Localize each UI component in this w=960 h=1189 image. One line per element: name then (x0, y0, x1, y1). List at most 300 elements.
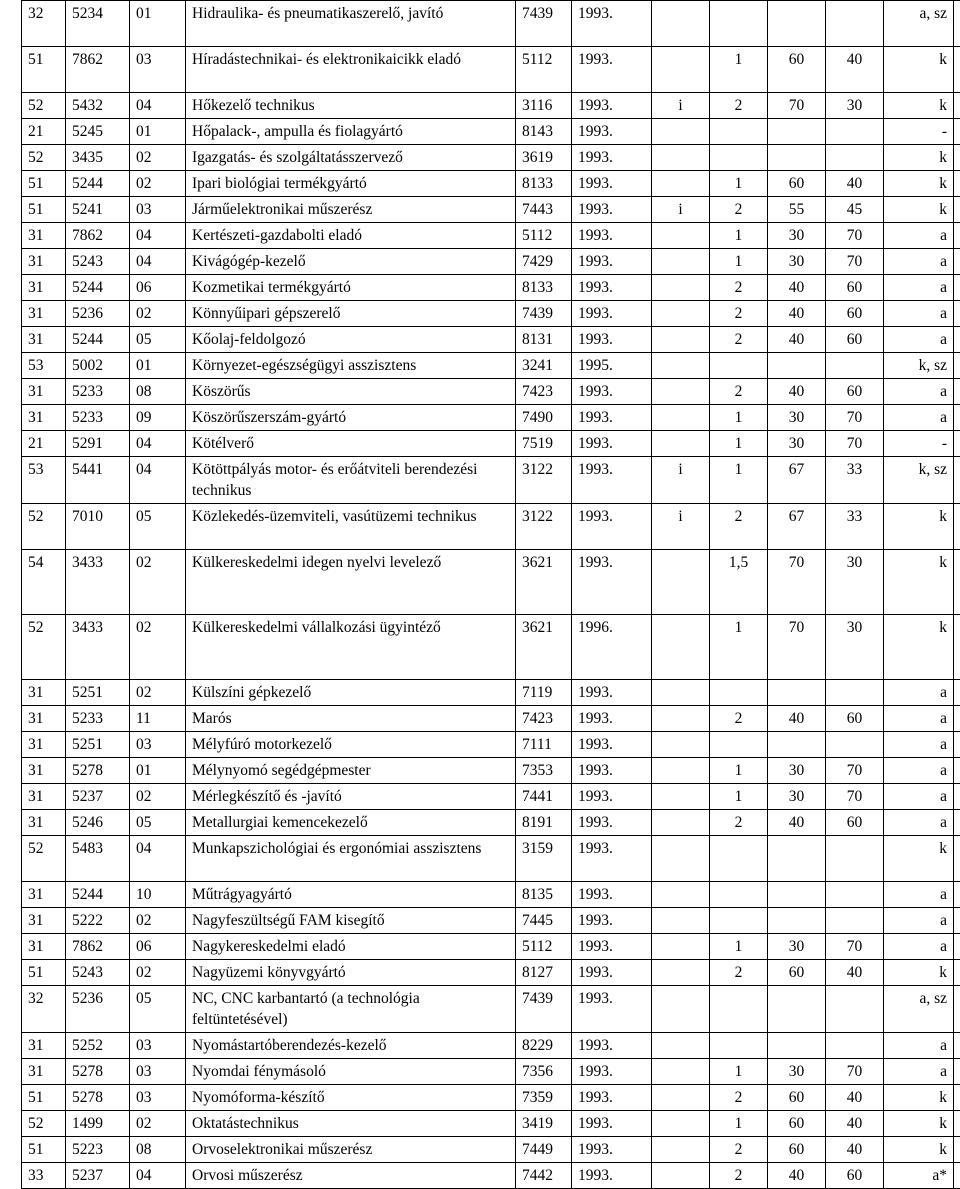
col-year: 1993. (572, 986, 652, 1033)
col-theory-percent (768, 119, 826, 145)
col-year: 1995. (572, 353, 652, 379)
table-row (22, 1085, 960, 1111)
table-row (22, 550, 960, 615)
col-practice-percent: 30 (826, 615, 884, 680)
col-duration: 2 (710, 810, 768, 836)
col-theory-percent: 40 (768, 706, 826, 732)
col-theory-percent: 40 (768, 275, 826, 301)
col-year: 1993. (572, 327, 652, 353)
col-year: 1993. (572, 732, 652, 758)
col-type (652, 732, 710, 758)
col-occupation-name: Kozmetikai termékgyártó (186, 275, 516, 301)
col-practice-percent: 60 (826, 301, 884, 327)
col-spacer (954, 615, 960, 680)
col-exam-type: k (884, 1085, 954, 1111)
col-level: 52 (22, 836, 66, 882)
col-feor-code: 7423 (516, 706, 572, 732)
col-exam-type: - (884, 431, 954, 457)
col-feor-code: 8131 (516, 327, 572, 353)
col-group: 5432 (66, 93, 130, 119)
col-type (652, 986, 710, 1033)
col-level: 52 (22, 145, 66, 171)
col-type: i (652, 197, 710, 223)
table-row (22, 431, 960, 457)
col-serial: 02 (130, 960, 186, 986)
col-spacer (954, 550, 960, 615)
col-practice-percent: 30 (826, 550, 884, 615)
col-practice-percent: 60 (826, 379, 884, 405)
col-serial: 08 (130, 1137, 186, 1163)
col-group: 5002 (66, 353, 130, 379)
col-feor-code: 7439 (516, 1, 572, 47)
col-exam-type: a* (884, 1163, 954, 1189)
col-group: 3433 (66, 550, 130, 615)
col-year: 1993. (572, 836, 652, 882)
col-theory-percent (768, 353, 826, 379)
col-type (652, 119, 710, 145)
col-occupation-name: Kötélverő (186, 431, 516, 457)
table-row (22, 784, 960, 810)
col-practice-percent: 40 (826, 171, 884, 197)
col-group: 5241 (66, 197, 130, 223)
col-theory-percent: 40 (768, 301, 826, 327)
col-serial: 05 (130, 986, 186, 1033)
col-spacer (954, 680, 960, 706)
col-group: 5245 (66, 119, 130, 145)
col-exam-type: a (884, 327, 954, 353)
col-type: i (652, 93, 710, 119)
col-occupation-name: Kertészeti-gazdabolti eladó (186, 223, 516, 249)
col-exam-type: a (884, 405, 954, 431)
col-type (652, 706, 710, 732)
col-practice-percent: 40 (826, 47, 884, 93)
col-serial: 06 (130, 934, 186, 960)
col-exam-type: k (884, 197, 954, 223)
col-year: 1993. (572, 784, 652, 810)
col-theory-percent (768, 882, 826, 908)
col-group: 5246 (66, 810, 130, 836)
col-type (652, 1, 710, 47)
col-exam-type: a (884, 758, 954, 784)
table-row (22, 327, 960, 353)
col-level: 31 (22, 732, 66, 758)
col-level: 31 (22, 275, 66, 301)
col-exam-type: k, sz (884, 353, 954, 379)
col-level: 31 (22, 405, 66, 431)
col-group: 5244 (66, 327, 130, 353)
col-serial: 04 (130, 93, 186, 119)
table-row (22, 301, 960, 327)
col-year: 1993. (572, 223, 652, 249)
col-exam-type: a (884, 784, 954, 810)
col-theory-percent: 60 (768, 1111, 826, 1137)
col-level: 32 (22, 986, 66, 1033)
col-feor-code: 7423 (516, 379, 572, 405)
col-level: 54 (22, 550, 66, 615)
col-level: 31 (22, 223, 66, 249)
table-row (22, 1059, 960, 1085)
col-practice-percent (826, 836, 884, 882)
table-row (22, 145, 960, 171)
col-exam-type: a (884, 379, 954, 405)
col-practice-percent: 40 (826, 1137, 884, 1163)
col-duration: 2 (710, 504, 768, 550)
col-theory-percent: 60 (768, 1137, 826, 1163)
col-theory-percent (768, 908, 826, 934)
col-level: 31 (22, 784, 66, 810)
col-practice-percent: 70 (826, 249, 884, 275)
col-level: 51 (22, 1137, 66, 1163)
col-theory-percent: 40 (768, 810, 826, 836)
col-spacer (954, 47, 960, 93)
col-occupation-name: Kivágógép-kezelő (186, 249, 516, 275)
col-type (652, 836, 710, 882)
table-row (22, 47, 960, 93)
col-feor-code: 7356 (516, 1059, 572, 1085)
col-occupation-name: Nagykereskedelmi eladó (186, 934, 516, 960)
col-duration: 2 (710, 301, 768, 327)
col-feor-code: 5112 (516, 223, 572, 249)
col-theory-percent: 55 (768, 197, 826, 223)
col-spacer (954, 1085, 960, 1111)
col-theory-percent: 70 (768, 550, 826, 615)
col-serial: 02 (130, 908, 186, 934)
col-serial: 04 (130, 836, 186, 882)
col-spacer (954, 1, 960, 47)
col-serial: 02 (130, 680, 186, 706)
col-group: 5251 (66, 732, 130, 758)
table-row (22, 379, 960, 405)
col-year: 1993. (572, 1033, 652, 1059)
col-spacer (954, 327, 960, 353)
col-year: 1996. (572, 615, 652, 680)
col-practice-percent (826, 882, 884, 908)
col-serial: 04 (130, 1163, 186, 1189)
col-occupation-name: Műtrágyagyártó (186, 882, 516, 908)
col-practice-percent: 33 (826, 457, 884, 504)
col-exam-type: a (884, 249, 954, 275)
col-exam-type: k (884, 145, 954, 171)
col-serial: 05 (130, 810, 186, 836)
col-feor-code: 7449 (516, 1137, 572, 1163)
col-duration: 2 (710, 197, 768, 223)
col-type (652, 758, 710, 784)
col-occupation-name: Kötöttpályás motor- és erőátviteli berendezési technikus (186, 457, 516, 504)
col-feor-code: 7445 (516, 908, 572, 934)
col-level: 52 (22, 615, 66, 680)
col-theory-percent (768, 680, 826, 706)
col-year: 1993. (572, 680, 652, 706)
col-exam-type: a, sz (884, 1, 954, 47)
col-occupation-name: Orvoselektronikai műszerész (186, 1137, 516, 1163)
col-year: 1993. (572, 301, 652, 327)
table-row (22, 680, 960, 706)
col-group: 5233 (66, 706, 130, 732)
col-exam-type: a (884, 275, 954, 301)
table-row (22, 1, 960, 47)
col-feor-code: 7439 (516, 986, 572, 1033)
col-exam-type: a (884, 680, 954, 706)
col-spacer (954, 145, 960, 171)
col-feor-code: 7441 (516, 784, 572, 810)
col-theory-percent (768, 1033, 826, 1059)
col-type (652, 960, 710, 986)
col-practice-percent: 40 (826, 1111, 884, 1137)
col-exam-type: a (884, 810, 954, 836)
col-practice-percent (826, 680, 884, 706)
col-occupation-name: Külkereskedelmi idegen nyelvi levelező (186, 550, 516, 615)
col-exam-type: k (884, 1111, 954, 1137)
col-practice-percent (826, 1033, 884, 1059)
col-year: 1993. (572, 1085, 652, 1111)
col-practice-percent: 70 (826, 1059, 884, 1085)
col-serial: 04 (130, 223, 186, 249)
col-duration (710, 145, 768, 171)
col-year: 1993. (572, 908, 652, 934)
col-spacer (954, 301, 960, 327)
col-theory-percent: 60 (768, 960, 826, 986)
col-spacer (954, 275, 960, 301)
col-duration: 1 (710, 171, 768, 197)
col-serial: 04 (130, 457, 186, 504)
col-practice-percent: 40 (826, 1085, 884, 1111)
col-exam-type: k (884, 836, 954, 882)
col-level: 31 (22, 1059, 66, 1085)
col-group: 5278 (66, 1085, 130, 1111)
col-level: 52 (22, 93, 66, 119)
col-occupation-name: Mélyfúró motorkezelő (186, 732, 516, 758)
col-serial: 02 (130, 171, 186, 197)
col-spacer (954, 706, 960, 732)
col-occupation-name: Nyomástartóberendezés-kezelő (186, 1033, 516, 1059)
col-occupation-name: Hőpalack-, ampulla és fiolagyártó (186, 119, 516, 145)
col-spacer (954, 784, 960, 810)
col-level: 31 (22, 327, 66, 353)
col-duration: 1 (710, 223, 768, 249)
table-row (22, 119, 960, 145)
col-occupation-name: Köszörűs (186, 379, 516, 405)
table-row (22, 934, 960, 960)
col-year: 1993. (572, 706, 652, 732)
table-row (22, 706, 960, 732)
col-duration: 1 (710, 405, 768, 431)
col-year: 1993. (572, 504, 652, 550)
col-theory-percent: 40 (768, 327, 826, 353)
col-serial: 01 (130, 758, 186, 784)
col-exam-type: a (884, 706, 954, 732)
col-year: 1993. (572, 810, 652, 836)
col-group: 5244 (66, 275, 130, 301)
col-spacer (954, 171, 960, 197)
col-exam-type: a (884, 1059, 954, 1085)
col-group: 5243 (66, 960, 130, 986)
col-occupation-name: Környezet-egészségügyi asszisztens (186, 353, 516, 379)
table-row (22, 1111, 960, 1137)
col-practice-percent: 60 (826, 1163, 884, 1189)
table-row (22, 405, 960, 431)
col-type (652, 171, 710, 197)
col-theory-percent: 30 (768, 405, 826, 431)
col-theory-percent: 70 (768, 93, 826, 119)
col-exam-type: k (884, 504, 954, 550)
col-feor-code: 3122 (516, 504, 572, 550)
table-row (22, 986, 960, 1033)
col-duration: 2 (710, 1137, 768, 1163)
col-group: 7010 (66, 504, 130, 550)
col-practice-percent (826, 1, 884, 47)
col-serial: 03 (130, 197, 186, 223)
table-row (22, 1163, 960, 1189)
col-duration: 2 (710, 960, 768, 986)
col-feor-code: 8133 (516, 275, 572, 301)
col-group: 5244 (66, 171, 130, 197)
col-feor-code: 7119 (516, 680, 572, 706)
col-type (652, 1033, 710, 1059)
col-occupation-name: Nyomóforma-készítő (186, 1085, 516, 1111)
col-feor-code: 3122 (516, 457, 572, 504)
col-practice-percent: 70 (826, 431, 884, 457)
col-year: 1993. (572, 47, 652, 93)
col-type (652, 327, 710, 353)
col-spacer (954, 119, 960, 145)
col-spacer (954, 908, 960, 934)
col-feor-code: 7442 (516, 1163, 572, 1189)
table-row (22, 732, 960, 758)
table-body (22, 1, 960, 1189)
col-feor-code: 5112 (516, 47, 572, 93)
col-year: 1993. (572, 431, 652, 457)
col-spacer (954, 353, 960, 379)
table-row (22, 93, 960, 119)
col-practice-percent (826, 145, 884, 171)
col-group: 7862 (66, 47, 130, 93)
col-spacer (954, 836, 960, 882)
col-year: 1993. (572, 249, 652, 275)
col-serial: 01 (130, 1, 186, 47)
col-serial: 11 (130, 706, 186, 732)
col-year: 1993. (572, 1059, 652, 1085)
col-spacer (954, 197, 960, 223)
col-feor-code: 7439 (516, 301, 572, 327)
col-occupation-name: Mérlegkészítő és -javító (186, 784, 516, 810)
col-feor-code: 8133 (516, 171, 572, 197)
col-group: 3433 (66, 615, 130, 680)
col-level: 31 (22, 758, 66, 784)
table-row (22, 249, 960, 275)
col-practice-percent: 33 (826, 504, 884, 550)
col-level: 53 (22, 353, 66, 379)
col-type: i (652, 504, 710, 550)
col-occupation-name: Mélynyomó segédgépmester (186, 758, 516, 784)
col-practice-percent: 70 (826, 223, 884, 249)
col-serial: 03 (130, 1085, 186, 1111)
col-occupation-name: NC, CNC karbantartó (a technológia feltüntetésével) (186, 986, 516, 1033)
col-occupation-name: Ipari biológiai termékgyártó (186, 171, 516, 197)
col-practice-percent: 70 (826, 758, 884, 784)
col-level: 51 (22, 197, 66, 223)
col-group: 3435 (66, 145, 130, 171)
table-row (22, 504, 960, 550)
col-type (652, 1111, 710, 1137)
col-duration: 2 (710, 1163, 768, 1189)
col-level: 21 (22, 431, 66, 457)
col-year: 1993. (572, 1, 652, 47)
col-theory-percent: 60 (768, 171, 826, 197)
col-duration (710, 836, 768, 882)
col-practice-percent: 60 (826, 275, 884, 301)
col-feor-code: 8191 (516, 810, 572, 836)
col-type (652, 249, 710, 275)
col-group: 5234 (66, 1, 130, 47)
col-practice-percent: 45 (826, 197, 884, 223)
col-occupation-name: Hidraulika- és pneumatikaszerelő, javító (186, 1, 516, 47)
col-spacer (954, 223, 960, 249)
col-occupation-name: Kőolaj-feldolgozó (186, 327, 516, 353)
col-occupation-name: Külszíni gépkezelő (186, 680, 516, 706)
table-row (22, 171, 960, 197)
col-type (652, 784, 710, 810)
col-theory-percent: 30 (768, 223, 826, 249)
col-group: 5441 (66, 457, 130, 504)
col-occupation-name: Oktatástechnikus (186, 1111, 516, 1137)
col-exam-type: a (884, 1033, 954, 1059)
col-theory-percent (768, 986, 826, 1033)
col-group: 5223 (66, 1137, 130, 1163)
col-practice-percent (826, 732, 884, 758)
table-row (22, 908, 960, 934)
col-occupation-name: Marós (186, 706, 516, 732)
col-occupation-name: Orvosi műszerész (186, 1163, 516, 1189)
col-year: 1993. (572, 119, 652, 145)
col-feor-code: 3419 (516, 1111, 572, 1137)
col-level: 51 (22, 960, 66, 986)
col-spacer (954, 379, 960, 405)
col-type (652, 223, 710, 249)
col-spacer (954, 93, 960, 119)
col-group: 5251 (66, 680, 130, 706)
col-type (652, 882, 710, 908)
col-exam-type: k (884, 1137, 954, 1163)
col-exam-type: k (884, 47, 954, 93)
col-serial: 02 (130, 550, 186, 615)
col-feor-code: 8229 (516, 1033, 572, 1059)
col-theory-percent: 40 (768, 379, 826, 405)
col-group: 5243 (66, 249, 130, 275)
col-year: 1993. (572, 758, 652, 784)
col-occupation-name: Nyomdai fénymásoló (186, 1059, 516, 1085)
col-duration (710, 986, 768, 1033)
col-spacer (954, 1059, 960, 1085)
col-occupation-name: Nagyüzemi könyvgyártó (186, 960, 516, 986)
col-year: 1993. (572, 145, 652, 171)
col-spacer (954, 431, 960, 457)
col-year: 1993. (572, 379, 652, 405)
col-serial: 09 (130, 405, 186, 431)
col-duration: 1 (710, 47, 768, 93)
col-serial: 03 (130, 1059, 186, 1085)
col-spacer (954, 1033, 960, 1059)
col-occupation-name: Közlekedés-üzemviteli, vasútüzemi technikus (186, 504, 516, 550)
col-group: 5244 (66, 882, 130, 908)
col-type (652, 908, 710, 934)
col-serial: 02 (130, 1111, 186, 1137)
col-serial: 05 (130, 327, 186, 353)
col-feor-code: 7359 (516, 1085, 572, 1111)
col-serial: 04 (130, 249, 186, 275)
col-theory-percent: 30 (768, 758, 826, 784)
col-feor-code: 3159 (516, 836, 572, 882)
col-occupation-name: Híradástechnikai- és elektronikaicikk eladó (186, 47, 516, 93)
